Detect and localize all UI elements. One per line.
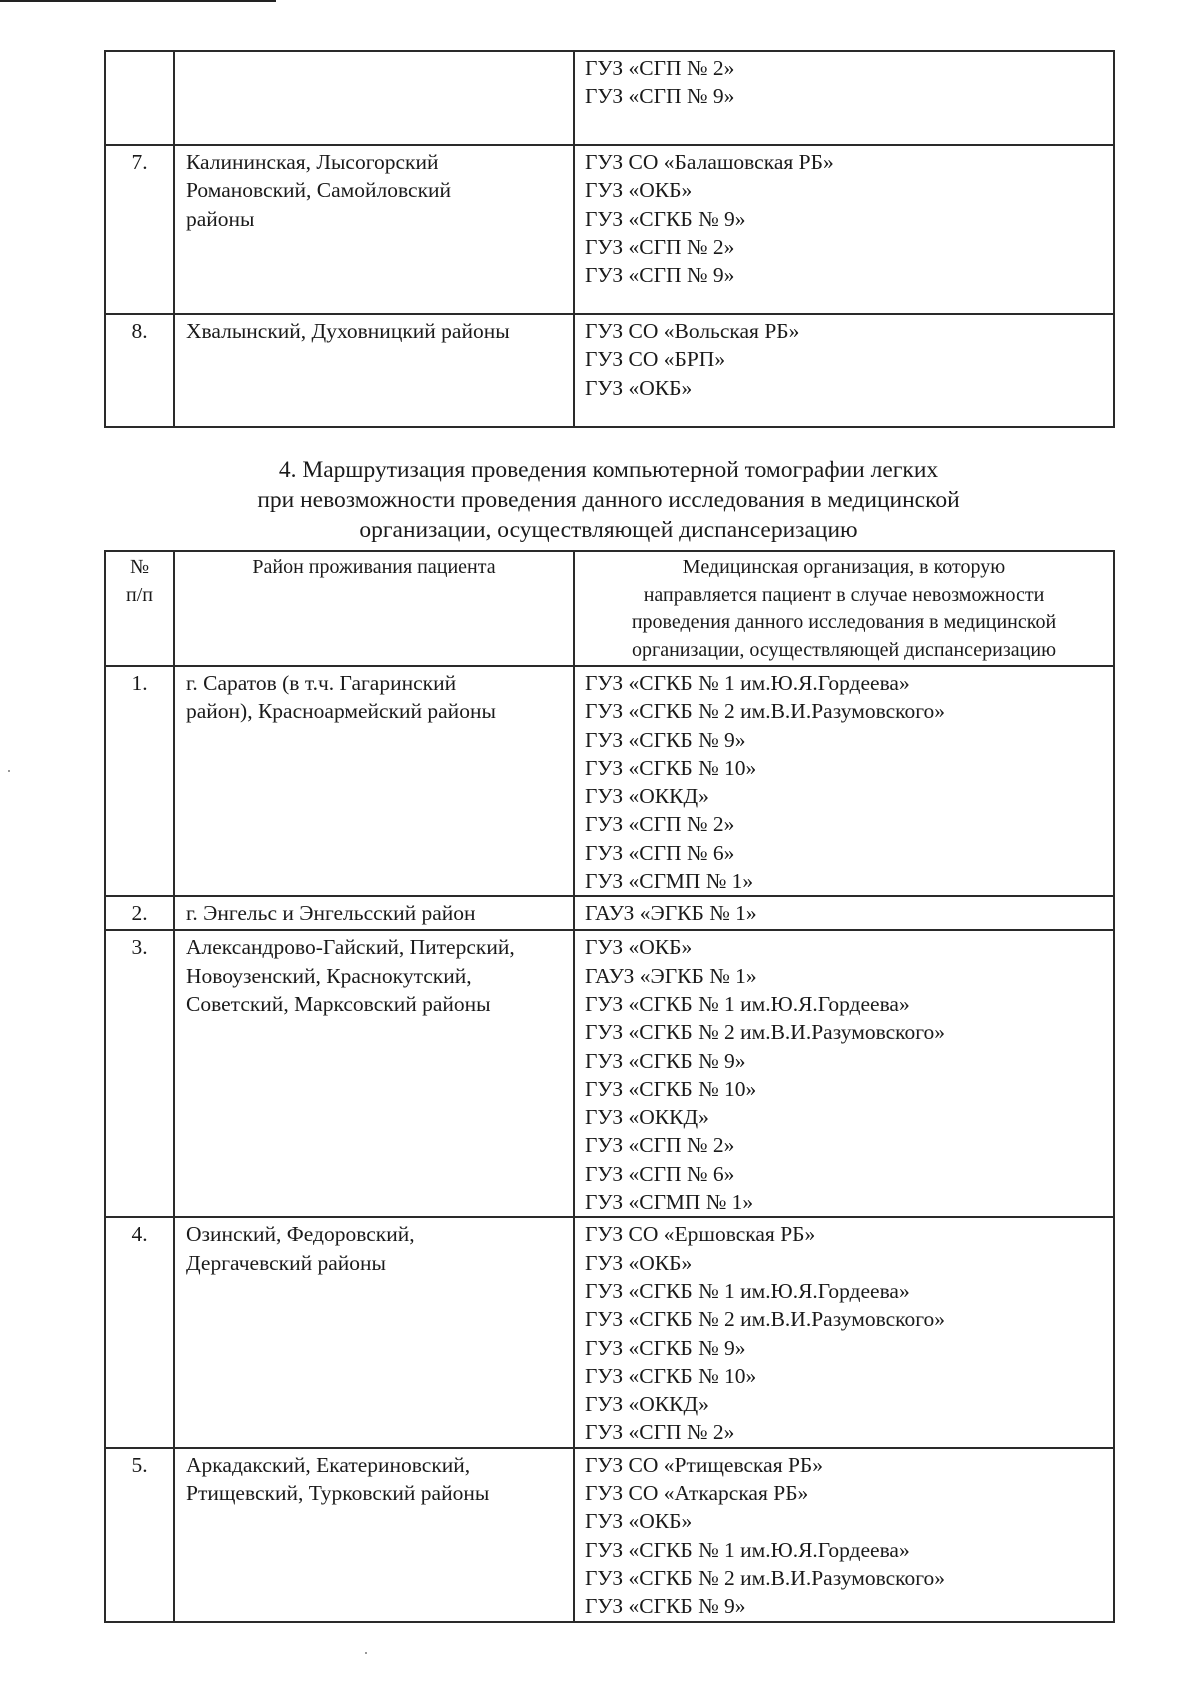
district-cell	[174, 1217, 574, 1447]
org-line: ГУЗ «СГКБ № 2 им.В.И.Разумовского»	[585, 1565, 946, 1590]
org-line: ГУЗ «ОКБ»	[585, 178, 693, 203]
table-row	[105, 51, 1114, 145]
org-cell	[574, 314, 1114, 427]
org-line: ГУЗ «СГКБ № 1 им.Ю.Я.Гордеева»	[585, 671, 910, 695]
org-line: ГУЗ «СГП № 2»	[585, 1420, 735, 1445]
org-line: ГУЗ «СГКБ № 10»	[585, 1076, 757, 1101]
org-line: ГУЗ «СГП № 9»	[585, 84, 735, 109]
org-cell	[574, 1217, 1114, 1447]
header-district-label: Район проживания пациента	[252, 556, 496, 578]
section-heading	[104, 455, 1113, 545]
org-line: ГУЗ «СГП № 2»	[585, 812, 735, 837]
row-number: 1.	[105, 666, 174, 896]
org-line: ГУЗ «СГКБ № 2 им.В.И.Разумовского»	[585, 699, 946, 724]
district-line: Александрово-Гайский, Питерский,	[186, 935, 515, 960]
section-heading-line: 4. Маршрутизация проведения компьютерной томографии легких	[278, 457, 939, 483]
org-line: ГУЗ СО «Балашовская РБ»	[585, 150, 834, 174]
org-line: ГУЗ «СГКБ № 1 им.Ю.Я.Гордеева»	[585, 1537, 910, 1562]
org-cell	[574, 930, 1114, 1217]
org-line: ГАУЗ «ЭГКБ № 1»	[585, 963, 757, 988]
org-line: ГАУЗ «ЭГКБ № 1»	[585, 901, 757, 926]
org-line: ГУЗ «СГП № 2»	[585, 56, 735, 80]
header-num-line: №	[129, 556, 150, 578]
table-row	[105, 145, 1114, 314]
org-line: ГУЗ «СГКБ № 9»	[585, 1048, 746, 1073]
org-line: ГУЗ «СГМП № 1»	[585, 869, 754, 894]
org-line: ГУЗ «ОКБ»	[585, 935, 693, 960]
section-heading-line: при невозможности проведения данного исследования в медицинской	[257, 487, 960, 513]
org-line: ГУЗ «СГП № 2»	[585, 234, 735, 259]
org-line: ГУЗ «СГКБ № 2 им.В.И.Разумовского»	[585, 1020, 946, 1045]
district-line: Романовский, Самойловский	[186, 178, 452, 203]
district-line: Дергачевский районы	[186, 1250, 386, 1275]
district-cell	[174, 896, 574, 930]
district-cell	[174, 1448, 574, 1622]
district-line: Ртищевский, Турковский районы	[186, 1481, 490, 1506]
header-num-line: п/п	[126, 583, 153, 606]
org-line: ГУЗ «СГКБ № 2 им.В.И.Разумовского»	[585, 1307, 946, 1332]
org-line: ГУЗ «СГП № 6»	[585, 840, 735, 865]
row-number: 4.	[105, 1217, 174, 1447]
row-number: 5.	[105, 1448, 174, 1622]
org-line: ГУЗ «ОКБ»	[585, 375, 693, 400]
district-line: г. Энгельс и Энгельсский район	[186, 901, 476, 926]
org-line: ГУЗ «СГКБ № 10»	[585, 1363, 757, 1388]
district-cell	[174, 145, 574, 314]
section-heading-line: организации, осуществляющей диспансеризацию	[359, 517, 858, 543]
org-line: ГУЗ «СГКБ № 9»	[585, 727, 746, 752]
header-org-line: организации, осуществляющей диспансеризацию	[631, 638, 1057, 661]
district-line: Хвалынский, Духовницкий районы	[186, 319, 510, 343]
table-row	[105, 1217, 1114, 1447]
row-number: 8.	[105, 314, 174, 427]
header-org-line: направляется пациент в случае невозможности	[643, 583, 1045, 606]
org-line: ГУЗ «ОККД»	[585, 1105, 709, 1130]
header-org-line: проведения данного исследования в медицинской	[631, 611, 1057, 633]
row-number: 7.	[105, 145, 174, 314]
org-cell	[574, 51, 1114, 145]
org-line: ГУЗ СО «Аткарская РБ»	[585, 1481, 809, 1506]
scan-speck	[8, 770, 10, 772]
org-line: ГУЗ «ОКБ»	[585, 1250, 693, 1275]
district-cell	[174, 51, 574, 145]
district-line: Новоузенский, Краснокутский,	[186, 963, 472, 988]
district-line: Аркадакский, Екатериновский,	[186, 1452, 471, 1477]
table-row	[105, 1448, 1114, 1622]
org-line: ГУЗ «СГКБ № 1 им.Ю.Я.Гордеева»	[585, 1278, 910, 1303]
district-line: г. Саратов (в т.ч. Гагаринский	[186, 671, 457, 695]
table-row	[105, 930, 1114, 1217]
district-cell	[174, 314, 574, 427]
table-row	[105, 314, 1114, 427]
district-cell	[174, 666, 574, 896]
row-number: 3.	[105, 930, 174, 1217]
district-cell	[174, 930, 574, 1217]
org-line: ГУЗ «ОККД»	[585, 784, 709, 809]
org-line: ГУЗ СО «БРП»	[585, 347, 726, 372]
org-line: ГУЗ «ОККД»	[585, 1392, 709, 1417]
org-line: ГУЗ «ОКБ»	[585, 1509, 693, 1534]
org-line: ГУЗ «СГКБ № 9»	[585, 1335, 746, 1360]
header-org	[574, 551, 1114, 666]
org-line: ГУЗ «СГП № 9»	[585, 263, 735, 288]
org-line: ГУЗ СО «Ртищевская РБ»	[585, 1452, 824, 1477]
org-cell	[574, 145, 1114, 314]
org-cell	[574, 896, 1114, 930]
org-line: ГУЗ СО «Вольская РБ»	[585, 319, 800, 343]
routing-table-continued	[104, 50, 1115, 428]
table-row	[105, 666, 1114, 896]
table-row	[105, 896, 1114, 930]
org-line: ГУЗ «СГКБ № 9»	[585, 1594, 746, 1619]
org-line: ГУЗ СО «Ершовская РБ»	[585, 1222, 816, 1247]
org-line: ГУЗ «СГКБ № 10»	[585, 755, 757, 780]
org-line: ГУЗ «СГМП № 1»	[585, 1190, 754, 1215]
district-line: районы	[186, 206, 255, 231]
table-header-row	[105, 551, 1114, 666]
org-cell	[574, 1448, 1114, 1622]
row-number: 2.	[105, 896, 174, 930]
org-line: ГУЗ «СГП № 6»	[585, 1161, 735, 1186]
org-line: ГУЗ «СГП № 2»	[585, 1133, 735, 1158]
org-line: ГУЗ «СГКБ № 9»	[585, 206, 746, 231]
ct-routing-table	[104, 550, 1115, 1623]
org-cell	[574, 666, 1114, 896]
district-line: Советский, Марксовский районы	[186, 991, 491, 1016]
header-org-line: Медицинская организация, в которую	[682, 556, 1006, 578]
row-number	[105, 51, 174, 145]
top-rule	[0, 0, 276, 2]
header-district	[174, 551, 574, 666]
district-line: район), Красноармейский районы	[186, 699, 496, 724]
org-line: ГУЗ «СГКБ № 1 им.Ю.Я.Гордеева»	[585, 991, 910, 1016]
scan-speck	[365, 1652, 367, 1654]
district-line: Озинский, Федоровский,	[186, 1222, 415, 1247]
header-num	[105, 551, 174, 666]
district-line: Калининская, Лысогорский	[186, 150, 439, 174]
